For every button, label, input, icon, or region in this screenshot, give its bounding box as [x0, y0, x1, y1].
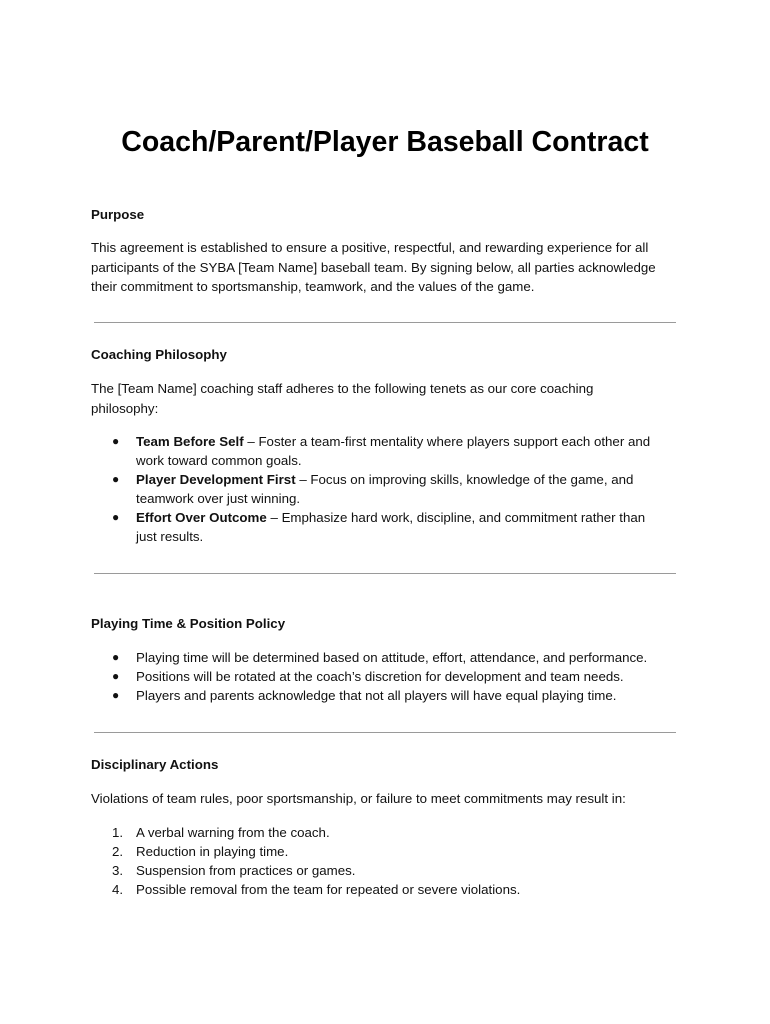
- tenet-term: Team Before Self: [136, 434, 244, 449]
- tenet-term: Player Development First: [136, 472, 296, 487]
- tenet-description-cont: work toward common goals.: [136, 453, 302, 468]
- list-number: 2.: [112, 844, 124, 859]
- list-item-text: Players and parents acknowledge that not all players will have equal playing time.: [136, 688, 617, 703]
- list-item: [91, 842, 691, 861]
- section-divider: [94, 732, 676, 733]
- list-item: [91, 648, 691, 667]
- tenet-description: – Emphasize hard work, discipline, and commitment rather than: [266, 510, 646, 525]
- list-number: 3.: [112, 863, 124, 878]
- bullet-icon: ●: [112, 434, 120, 448]
- list-number: 4.: [112, 882, 124, 897]
- purpose-line: their commitment to sportsmanship, teamwork, and the values of the game.: [91, 279, 535, 294]
- list-item: [91, 667, 691, 686]
- purpose-paragraph: [91, 238, 691, 297]
- list-item-text: Reduction in playing time.: [136, 844, 289, 859]
- playing-time-heading: Playing Time & Position Policy: [91, 616, 286, 631]
- coaching-intro-line: philosophy:: [91, 400, 159, 416]
- tenet-description: – Focus on improving skills, knowledge of the game, and: [295, 472, 634, 487]
- coaching-heading: Coaching Philosophy: [91, 347, 227, 362]
- list-item: [91, 508, 691, 546]
- section-divider: [94, 573, 676, 574]
- list-item: [91, 880, 691, 899]
- bullet-icon: ●: [112, 688, 120, 702]
- purpose-heading: Purpose: [91, 207, 145, 222]
- bullet-icon: ●: [112, 510, 120, 524]
- coaching-intro-line: The [Team Name] coaching staff adheres to the following tenets as our core coaching: [91, 381, 594, 396]
- tenet-description-cont: just results.: [136, 529, 204, 544]
- list-item-text: A verbal warning from the coach.: [136, 825, 330, 840]
- list-item-text: Positions will be rotated at the coach’s discretion for development and team needs.: [136, 669, 624, 684]
- list-item: [91, 823, 691, 842]
- list-item-text: Playing time will be determined based on attitude, effort, attendance, and performance.: [136, 650, 648, 665]
- bullet-icon: ●: [112, 669, 120, 683]
- tenet-description: – Foster a team-first mentality where players support each other and: [243, 434, 651, 449]
- purpose-line: participants of the SYBA [Team Name] baseball team. By signing below, all parties acknowledge: [91, 259, 656, 275]
- tenet-description-cont: teamwork over just winning.: [136, 491, 301, 506]
- list-item: [91, 861, 691, 880]
- list-item-text: Possible removal from the team for repeated or severe violations.: [136, 882, 521, 897]
- discipline-list: [91, 823, 691, 899]
- purpose-line: This agreement is established to ensure a positive, respectful, and rewarding experience for all: [91, 240, 649, 255]
- coaching-intro: [91, 379, 691, 418]
- bullet-icon: ●: [112, 472, 120, 486]
- section-divider: [94, 322, 676, 323]
- list-item: [91, 432, 691, 470]
- list-number: 1.: [112, 825, 124, 840]
- playing-time-list: [91, 648, 691, 705]
- list-item: [91, 470, 691, 508]
- bullet-icon: ●: [112, 650, 120, 664]
- list-item: [91, 686, 691, 705]
- discipline-heading: Disciplinary Actions: [91, 757, 219, 772]
- list-item-text: Suspension from practices or games.: [136, 863, 356, 878]
- coaching-tenets-list: [91, 432, 691, 546]
- page-title: Coach/Parent/Player Baseball Contract: [121, 126, 649, 158]
- tenet-term: Effort Over Outcome: [136, 510, 267, 525]
- discipline-intro: Violations of team rules, poor sportsmanship, or failure to meet commitments may result in:: [91, 791, 626, 806]
